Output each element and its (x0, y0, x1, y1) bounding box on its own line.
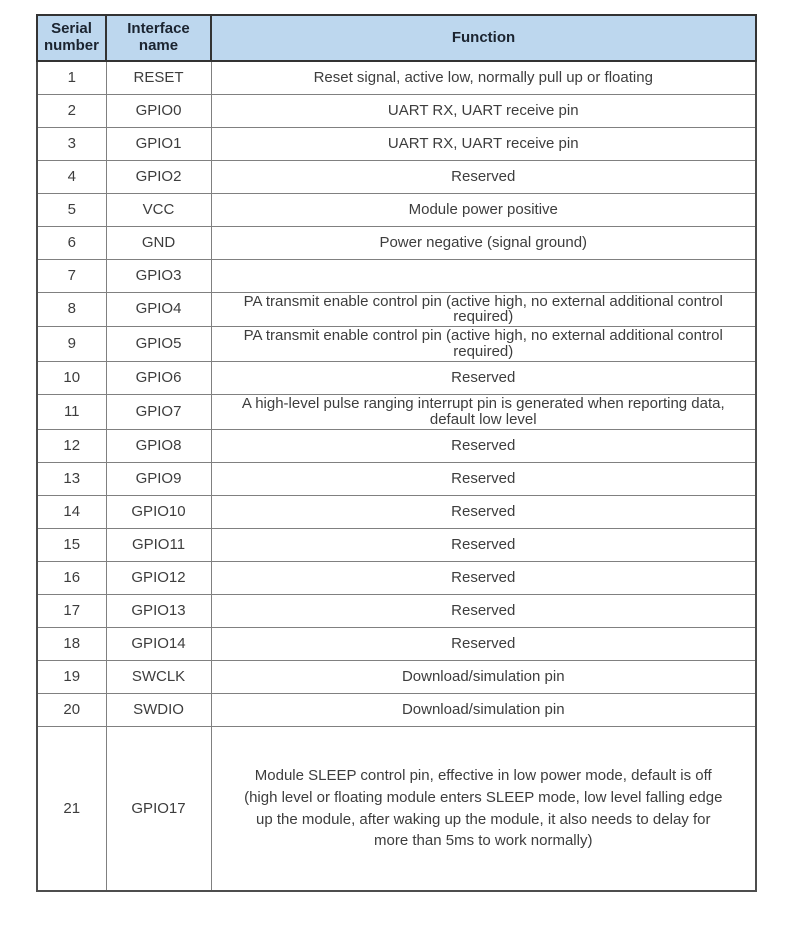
interface-cell: GPIO7 (106, 395, 211, 430)
table-row (37, 193, 756, 226)
serial-cell: 9 (37, 327, 106, 362)
serial-cell: 20 (37, 693, 106, 726)
function-cell: Download/simulation pin (211, 693, 756, 726)
interface-cell: GPIO14 (106, 627, 211, 660)
pin-function-table-container (36, 14, 757, 892)
table-row (37, 726, 756, 891)
serial-cell: 13 (37, 462, 106, 495)
header-serial-number: Serial number (37, 15, 106, 61)
table-row (37, 259, 756, 292)
table-row (37, 462, 756, 495)
table-row (37, 495, 756, 528)
serial-cell: 21 (37, 726, 106, 891)
interface-cell: GPIO5 (106, 327, 211, 362)
function-cell: Reserved (211, 594, 756, 627)
serial-cell: 16 (37, 561, 106, 594)
table-row (37, 160, 756, 193)
serial-cell: 6 (37, 226, 106, 259)
function-cell: Reserved (211, 528, 756, 561)
serial-cell: 2 (37, 94, 106, 127)
function-cell: UART RX, UART receive pin (211, 94, 756, 127)
table-row (37, 528, 756, 561)
serial-cell: 19 (37, 660, 106, 693)
function-cell (211, 259, 756, 292)
table-row (37, 292, 756, 327)
serial-cell: 15 (37, 528, 106, 561)
function-cell: A high-level pulse ranging interrupt pin is generated when reporting data, default low level (211, 395, 756, 430)
serial-cell: 12 (37, 429, 106, 462)
interface-cell: GPIO2 (106, 160, 211, 193)
interface-cell: GND (106, 226, 211, 259)
serial-cell: 4 (37, 160, 106, 193)
function-cell: Reserved (211, 429, 756, 462)
table-row (37, 561, 756, 594)
interface-cell: GPIO4 (106, 292, 211, 327)
interface-cell: GPIO13 (106, 594, 211, 627)
interface-cell: GPIO3 (106, 259, 211, 292)
table-row (37, 362, 756, 395)
table-row (37, 61, 756, 94)
interface-cell: VCC (106, 193, 211, 226)
serial-cell: 8 (37, 292, 106, 327)
function-cell: PA transmit enable control pin (active high, no external additional control required) (211, 327, 756, 362)
table-row (37, 429, 756, 462)
table-header (37, 15, 756, 61)
serial-cell: 10 (37, 362, 106, 395)
table-row (37, 693, 756, 726)
function-cell: Reset signal, active low, normally pull up or floating (211, 61, 756, 94)
function-cell: Module SLEEP control pin, effective in low power mode, default is off (high level or floating module enters SLEEP mode, low level falling edge up the module, after waking up the module, it also needs to delay for more than 5ms to work normally) (211, 726, 756, 891)
interface-cell: GPIO6 (106, 362, 211, 395)
table-row (37, 627, 756, 660)
function-cell: Reserved (211, 362, 756, 395)
pin-function-table (36, 14, 757, 892)
table-row (37, 94, 756, 127)
interface-cell: GPIO8 (106, 429, 211, 462)
interface-cell: GPIO0 (106, 94, 211, 127)
function-cell: PA transmit enable control pin (active high, no external additional control required) (211, 292, 756, 327)
function-cell: Reserved (211, 462, 756, 495)
table-row (37, 226, 756, 259)
serial-cell: 14 (37, 495, 106, 528)
interface-cell: RESET (106, 61, 211, 94)
function-cell: Download/simulation pin (211, 660, 756, 693)
function-cell: UART RX, UART receive pin (211, 127, 756, 160)
serial-cell: 18 (37, 627, 106, 660)
serial-cell: 5 (37, 193, 106, 226)
function-cell: Reserved (211, 160, 756, 193)
table-body (37, 61, 756, 891)
function-cell: Reserved (211, 561, 756, 594)
serial-cell: 11 (37, 395, 106, 430)
interface-cell: GPIO11 (106, 528, 211, 561)
interface-cell: GPIO9 (106, 462, 211, 495)
serial-cell: 3 (37, 127, 106, 160)
function-cell: Power negative (signal ground) (211, 226, 756, 259)
header-interface-name: Interface name (106, 15, 211, 61)
header-row (37, 15, 756, 61)
serial-cell: 7 (37, 259, 106, 292)
table-row (37, 395, 756, 430)
function-cell: Module power positive (211, 193, 756, 226)
interface-cell: GPIO1 (106, 127, 211, 160)
serial-cell: 1 (37, 61, 106, 94)
table-row (37, 127, 756, 160)
header-function: Function (211, 15, 756, 61)
function-cell: Reserved (211, 495, 756, 528)
interface-cell: SWDIO (106, 693, 211, 726)
table-row (37, 660, 756, 693)
interface-cell: GPIO17 (106, 726, 211, 891)
interface-cell: GPIO12 (106, 561, 211, 594)
table-row (37, 327, 756, 362)
serial-cell: 17 (37, 594, 106, 627)
function-cell: Reserved (211, 627, 756, 660)
interface-cell: SWCLK (106, 660, 211, 693)
table-row (37, 594, 756, 627)
interface-cell: GPIO10 (106, 495, 211, 528)
